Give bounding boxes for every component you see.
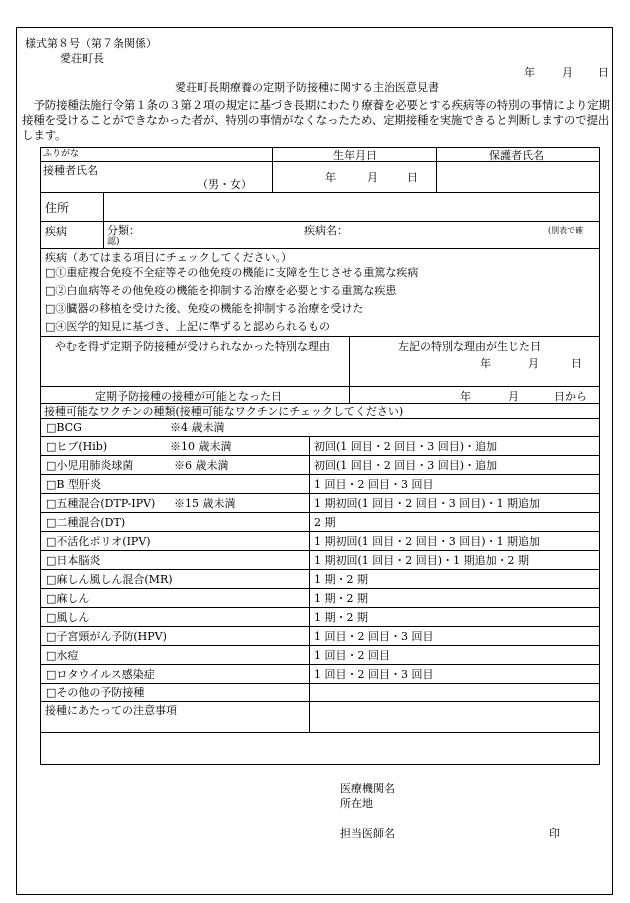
vaccine-doses: 1 回目・2 回目・3 回目 [314, 630, 434, 643]
guardian-label: 保護者氏名 [489, 149, 544, 162]
appendix-note: (別表で確 [548, 226, 584, 235]
location-label: 所在地 [340, 797, 373, 810]
disease-option-1[interactable]: □①重症複合免疫不全症等その他免疫の機能に支障を生じさせる重篤な疾病 [45, 266, 419, 279]
vaccine-name[interactable]: □麻しん [46, 592, 90, 605]
furigana-label: ふりがな [43, 149, 80, 159]
vaccine-name[interactable]: □その他の予防接種 [46, 686, 145, 699]
vaccine-doses: 1 期初回(1 回目・2 回目・3 回目)・1 期追加 [314, 497, 541, 510]
vaccine-name[interactable]: □麻しん風しん混合(MR) [46, 573, 173, 586]
date-day-label: 日 [598, 66, 609, 79]
reason-label: やむを得ず定期予防接種が受けられなかった特別な理由 [55, 340, 330, 353]
vaccine-name[interactable]: □風しん [46, 611, 90, 624]
vaccine-heading: 接種可能なワクチンの種類(接種可能なワクチンにチェックしてください) [44, 405, 404, 418]
vaccine-doses: 初回(1 回目・2 回目・3 回目)・追加 [314, 459, 498, 472]
intro-paragraph: 予防接種法施行令第１条の３第２項の規定に基づき長期にわたり療養を必要とする疾病等の特別の事情により定期接種を受けることができなかった者が、特別の事情がなくなったため、定期接種を実施できると判断しますので提出します。 [22, 98, 610, 142]
possible-year: 年 [460, 390, 471, 403]
vaccine-name[interactable]: □二種混合(DT) [46, 516, 126, 529]
vaccine-doses: 1 期・2 期 [314, 611, 368, 624]
vaccine-name[interactable]: □ロタウイルス感染症 [46, 668, 155, 681]
vaccine-doses: 1 期・2 期 [314, 573, 368, 586]
reason-year: 年 [480, 357, 491, 370]
possible-day: 日から [554, 390, 587, 403]
sex-options: （男・女） [197, 178, 252, 191]
vaccine-age-limit: ※15 歳未満 [174, 497, 236, 510]
vaccine-doses: 1 回目・2 回目・3 回目 [314, 668, 434, 681]
disease-option-3[interactable]: □③臓器の移植を受けた後、免疫の機能を抑制する治療を受けた [45, 302, 364, 315]
vaccine-name[interactable]: □水痘 [46, 649, 79, 662]
date-year-label: 年 [524, 66, 535, 79]
vaccine-doses: 1 期初回(1 回目・2 回目)・1 期追加・2 期 [314, 554, 530, 567]
reason-month: 月 [528, 357, 539, 370]
seal-mark: 印 [549, 827, 560, 840]
vaccine-age-limit: ※6 歳未満 [174, 459, 229, 472]
dob-day: 日 [407, 171, 418, 184]
classification-label: 分類： [107, 224, 140, 237]
dob-month: 月 [367, 171, 378, 184]
notes-label: 接種にあたっての注意事項 [45, 704, 177, 717]
reason-date-label: 左記の特別な理由が生じた日 [398, 340, 541, 353]
vaccine-name[interactable]: □ヒブ(Hib) [46, 440, 108, 453]
vaccine-name[interactable]: □五種混合(DTP-IPV) [46, 497, 156, 510]
document-title: 愛荘町長期療養の定期予防接種に関する主治医意見書 [175, 81, 439, 94]
reason-day: 日 [571, 357, 582, 370]
disease-name-label: 疾病名： [304, 224, 348, 237]
vaccine-doses: 初回(1 回目・2 回目・3 回目)・追加 [314, 440, 498, 453]
vaccine-name[interactable]: □不活化ポリオ(IPV) [46, 535, 151, 548]
vaccine-doses: 1 期・2 期 [314, 592, 368, 605]
vaccine-name[interactable]: □子宮頸がん予防(HPV) [46, 630, 167, 643]
addressee: 愛荘町長 [60, 52, 104, 65]
vaccine-doses: 1 回目・2 回目 [314, 649, 390, 662]
vaccine-name[interactable]: □B 型肝炎 [46, 478, 101, 491]
name-label: 接種者氏名 [43, 164, 98, 177]
address-label: 住所 [45, 201, 70, 215]
disease-option-4[interactable]: □④医学的知見に基づき、上記に準ずると認められるもの [45, 320, 330, 333]
date-month-label: 月 [562, 66, 573, 79]
disease-label: 疾病 [45, 225, 67, 238]
doctor-label: 担当医師名 [340, 827, 395, 840]
vaccine-age-limit: ※4 歳未満 [170, 421, 225, 434]
vaccine-age-limit: ※10 歳未満 [170, 440, 232, 453]
disease-option-2[interactable]: □②白血病等その他免疫の機能を抑制する治療を必要とする重篤な疾患 [45, 284, 397, 297]
vaccine-doses: 1 期初回(1 回目・2 回目・3 回目)・1 期追加 [314, 535, 541, 548]
vaccine-name[interactable]: □日本脳炎 [46, 554, 101, 567]
possible-month: 月 [508, 390, 519, 403]
possible-label: 定期予防接種の接種が可能となった日 [95, 390, 282, 403]
vaccine-doses: 2 期 [314, 516, 336, 529]
classification-suffix: 認) [107, 237, 120, 247]
vaccine-name[interactable]: □小児用肺炎球菌 [46, 459, 134, 472]
vaccine-doses: 1 回目・2 回目・3 回目 [314, 478, 434, 491]
form-number: 様式第８号（第７条関係） [25, 37, 157, 50]
dob-year: 年 [325, 171, 336, 184]
vaccine-name[interactable]: □BCG [46, 421, 82, 434]
dob-label: 生年月日 [333, 149, 377, 162]
disease-check-intro: 疾病（あてはまる項目にチェックしてください。） [45, 251, 293, 264]
institution-label: 医療機関名 [340, 782, 395, 795]
